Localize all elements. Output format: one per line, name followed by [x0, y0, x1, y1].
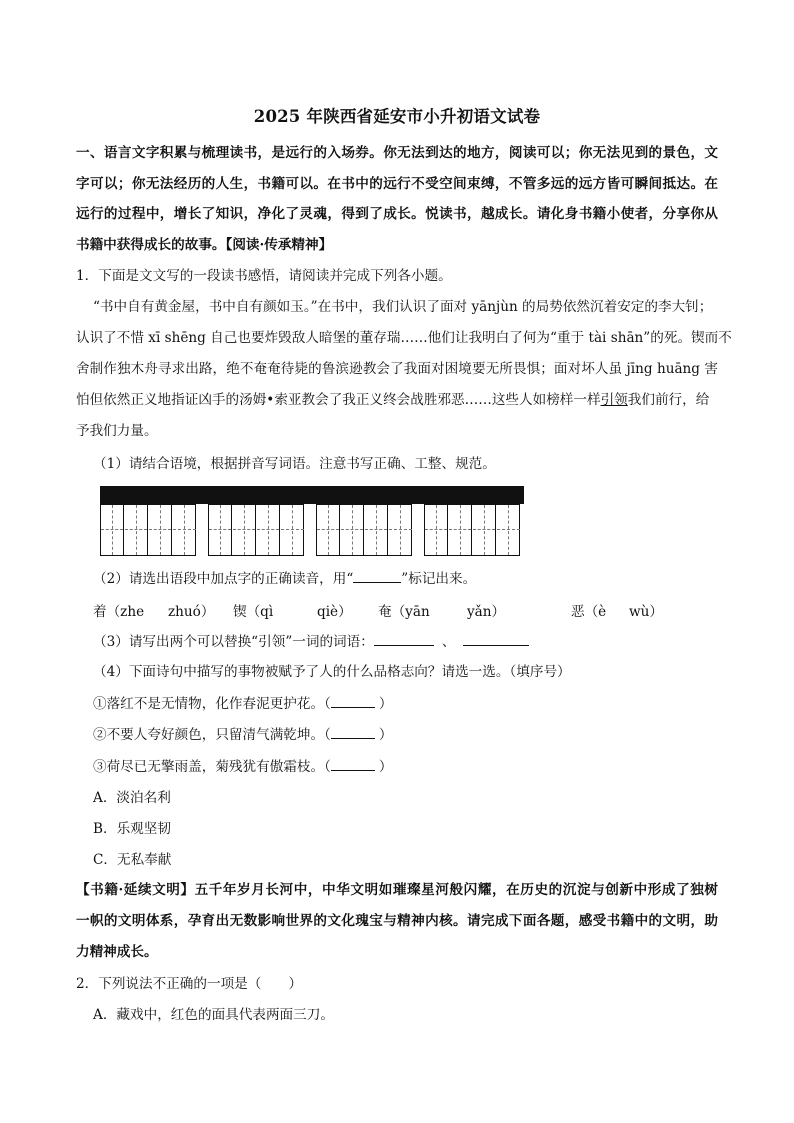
question-2-stem: 2．下列说法不正确的一项是（ ） — [76, 976, 303, 992]
separator: 、 — [441, 634, 456, 650]
bracket-close: ） — [378, 759, 393, 775]
intro-line: 书籍中获得成长的故事。【阅读·传承精神】 — [76, 237, 333, 253]
grid-header-bar — [100, 486, 524, 504]
word-box[interactable] — [100, 504, 196, 556]
reading-item — [378, 600, 430, 620]
answer-blank[interactable] — [374, 632, 434, 646]
exam-title: 2025 年陕西省延安市小升初语文试卷 — [253, 107, 541, 126]
poem-text: ②不要人夸好颜色，只留清气满乾坤。（ — [93, 727, 331, 743]
sub-question-3-text: （3）请写出两个可以替换“引领”一词的词语： — [93, 634, 374, 650]
word-box[interactable] — [208, 504, 304, 556]
poem-line — [93, 694, 392, 713]
passage-text: 我们前行，给 — [627, 392, 710, 408]
poem-text: ③荷尽已无擎雨盖，菊残犹有傲霜枝。（ — [93, 759, 331, 775]
reading-option[interactable]: （yān — [391, 604, 430, 620]
bracket-close: ） — [378, 696, 393, 712]
word-box[interactable] — [424, 504, 520, 556]
section-2-line: 力精神成长。 — [76, 944, 158, 960]
choice-c[interactable]: C．无私奉献 — [93, 852, 172, 868]
reading-option[interactable]: （zhe — [106, 604, 145, 620]
question-1-stem: 1．下面是文文写的一段读书感悟，请阅读并完成下列各小题。 — [76, 268, 452, 284]
sub-question-2-text: （2）请选出语段中加点字的正确读音，用“ — [93, 571, 354, 587]
reading-option[interactable]: （è — [584, 604, 607, 620]
sub-question-2-text: ”标记出来。 — [401, 571, 477, 587]
section-2-line: 一帜的文明体系，孕育出无数影响世界的文化瑰宝与精神内核。请完成下面各题，感受书籍中的文明，助 — [76, 913, 718, 929]
reading-char: 着 — [93, 604, 107, 620]
passage-line: 认识了不惜 xī shēng 自己也要炸毁敌人暗堡的董存瑞……他们让我明白了何为“重于 tài shān”的死。锲而不 — [76, 330, 732, 346]
reading-item — [233, 600, 273, 620]
sub-question-3 — [93, 632, 529, 651]
reading-item — [93, 600, 144, 620]
passage-line: “书中自有黄金屋，书中自有颜如玉。”在书中，我们认识了面对 yānjùn 的局势依然沉着安定的李大钊； — [93, 299, 713, 315]
sub-question-4: （4）下面诗句中描写的事物被赋予了人的什么品格志向？请选一选。（填序号） — [93, 664, 571, 680]
writing-grid — [100, 486, 524, 557]
section-2-line: 【书籍·延续文明】五千年岁月长河中，中华文明如璀璨星河般闪耀，在历史的沉淀与创新中形成了独树 — [76, 882, 718, 898]
question-2-option-a[interactable]: A．藏戏中，红色的面具代表两面三刀。 — [93, 1007, 334, 1023]
intro-line: 远行的过程中，增长了知识，净化了灵魂，得到了成长。悦读书，越成长。请化身书籍小使者，分享你从 — [76, 206, 718, 222]
passage-text: 怕但依然正义地指证凶手的汤姆•索亚教会了我正义终会战胜邪恶……这些人如榜样一样 — [76, 392, 601, 408]
reading-item — [571, 600, 606, 620]
answer-blank[interactable] — [463, 632, 529, 646]
underlined-word: 引领 — [600, 392, 628, 408]
passage-line: 舍制作独木舟寻求出路，绝不奄奄待毙的鲁滨逊教会了我面对困境要无所畏惧；面对坏人虽 jīng huāng 害 — [76, 361, 718, 377]
reading-char: 恶 — [571, 604, 585, 620]
reading-option[interactable]: zhuó） — [168, 604, 215, 620]
sub-question-2 — [93, 569, 476, 588]
reading-option[interactable]: wù） — [629, 604, 663, 620]
poem-line — [93, 725, 392, 744]
reading-option[interactable]: qiè） — [317, 604, 352, 620]
poem-line — [93, 757, 392, 776]
passage-line: 予我们力量。 — [76, 423, 158, 439]
reading-char: 奄 — [378, 604, 392, 620]
mark-blank — [353, 569, 401, 583]
intro-line: 字可以；你无法经历的人生，书籍可以。在书中的远行不受空间束缚，不管多远的远方皆可瞬间抵达。在 — [76, 176, 718, 192]
answer-blank[interactable] — [331, 694, 375, 708]
sub-question-1: （1）请结合语境，根据拼音写词语。注意书写正确、工整、规范。 — [93, 456, 496, 472]
choice-b[interactable]: B．乐观坚韧 — [93, 821, 171, 837]
answer-blank[interactable] — [331, 725, 375, 739]
passage-line — [76, 391, 709, 409]
reading-option[interactable]: yǎn） — [467, 604, 506, 620]
poem-text: ①落红不是无情物，化作春泥更护花。（ — [93, 696, 331, 712]
reading-option[interactable]: （qì — [246, 604, 274, 620]
reading-char: 锲 — [233, 604, 247, 620]
answer-blank[interactable] — [331, 757, 375, 771]
bracket-close: ） — [378, 727, 393, 743]
word-box[interactable] — [316, 504, 412, 556]
intro-line: 一、语言文字积累与梳理读书，是远行的入场券。你无法到达的地方，阅读可以；你无法见到的景色，文 — [76, 145, 718, 161]
choice-a[interactable]: A．淡泊名利 — [93, 790, 171, 806]
